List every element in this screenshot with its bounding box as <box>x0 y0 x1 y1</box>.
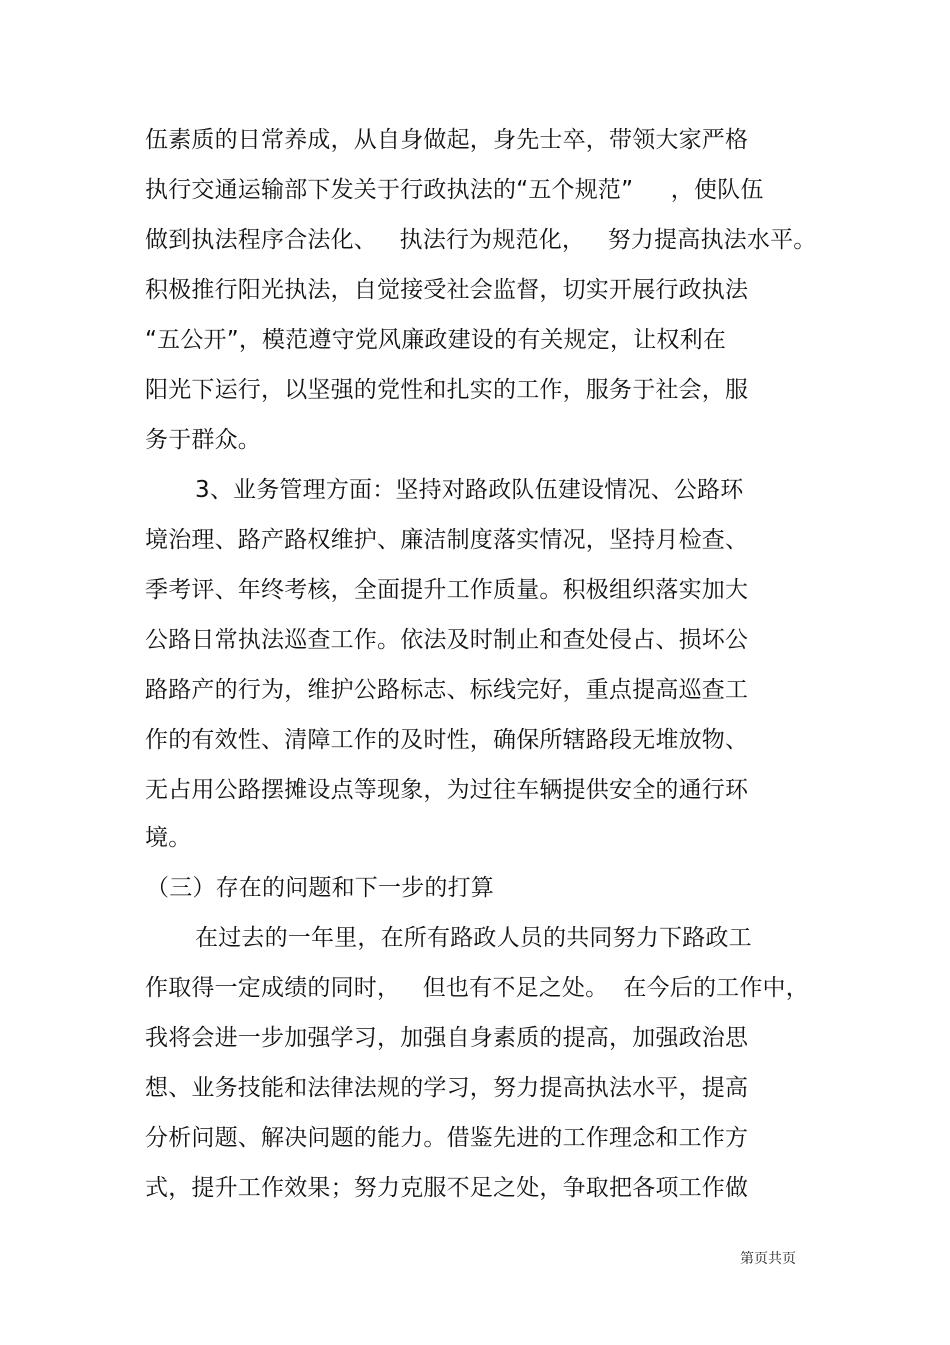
body-line-22: 式，提升工作效果；努力克服不足之处，争取把各项工作做 <box>145 1175 749 1201</box>
body-line-14: 无占用公路摆摊设点等现象，为过往车辆提供安全的通行环 <box>145 777 749 803</box>
body-line-18: 作取得一定成绩的同时， 但也有不足之处。 在今后的工作中， <box>145 975 809 1001</box>
body-line-13: 作的有效性、清障工作的及时性，确保所辖路段无堆放物、 <box>145 727 749 753</box>
body-line-15: 境。 <box>145 825 192 851</box>
body-line-6: 阳光下运行，以坚强的党性和扎实的工作，服务于社会，服 <box>145 377 749 403</box>
body-line-12: 路路产的行为，维护公路标志、标线完好，重点提高巡查工 <box>145 677 749 703</box>
body-line-20: 想、业务技能和法律法规的学习，努力提高执法水平，提高 <box>145 1075 749 1101</box>
body-line-9: 境治理、路产路权维护、廉洁制度落实情况，坚持月检查、 <box>145 527 749 553</box>
body-line-7: 务于群众。 <box>145 427 261 453</box>
body-line-2: 执行交通运输部下发关于行政执法的“五个规范” ，使队伍 <box>145 177 764 203</box>
body-line-11: 公路日常执法巡查工作。依法及时制止和查处侵占、损坏公 <box>145 627 749 653</box>
section-3-first-line: 3、业务管理方面：坚持对路政队伍建设情况、公路环 <box>195 477 744 503</box>
body-line-3: 做到执法程序合法化、 执法行为规范化， 努力提高执法水平。 <box>145 227 817 253</box>
body-line-10: 季考评、年终考核，全面提升工作质量。积极组织落实加大 <box>145 577 749 603</box>
body-line-21: 分析问题、解决问题的能力。借鉴先进的工作理念和工作方 <box>145 1125 749 1151</box>
body-line-5: “五公开”，模范遵守党风廉政建设的有关规定，让权利在 <box>145 327 727 353</box>
paragraph-first-line: 在过去的一年里，在所有路政人员的共同努力下路政工 <box>195 925 752 951</box>
body-line-19: 我将会进一步加强学习，加强自身素质的提高，加强政治思 <box>145 1025 749 1051</box>
page-footer: 第页共页 <box>740 1251 796 1267</box>
body-line-1: 伍素质的日常养成，从自身做起，身先士卒，带领大家严格 <box>145 127 749 153</box>
body-line-4: 积极推行阳光执法，自觉接受社会监督，切实开展行政执法 <box>145 277 749 303</box>
section-heading: （三）存在的问题和下一步的打算 <box>146 875 494 901</box>
